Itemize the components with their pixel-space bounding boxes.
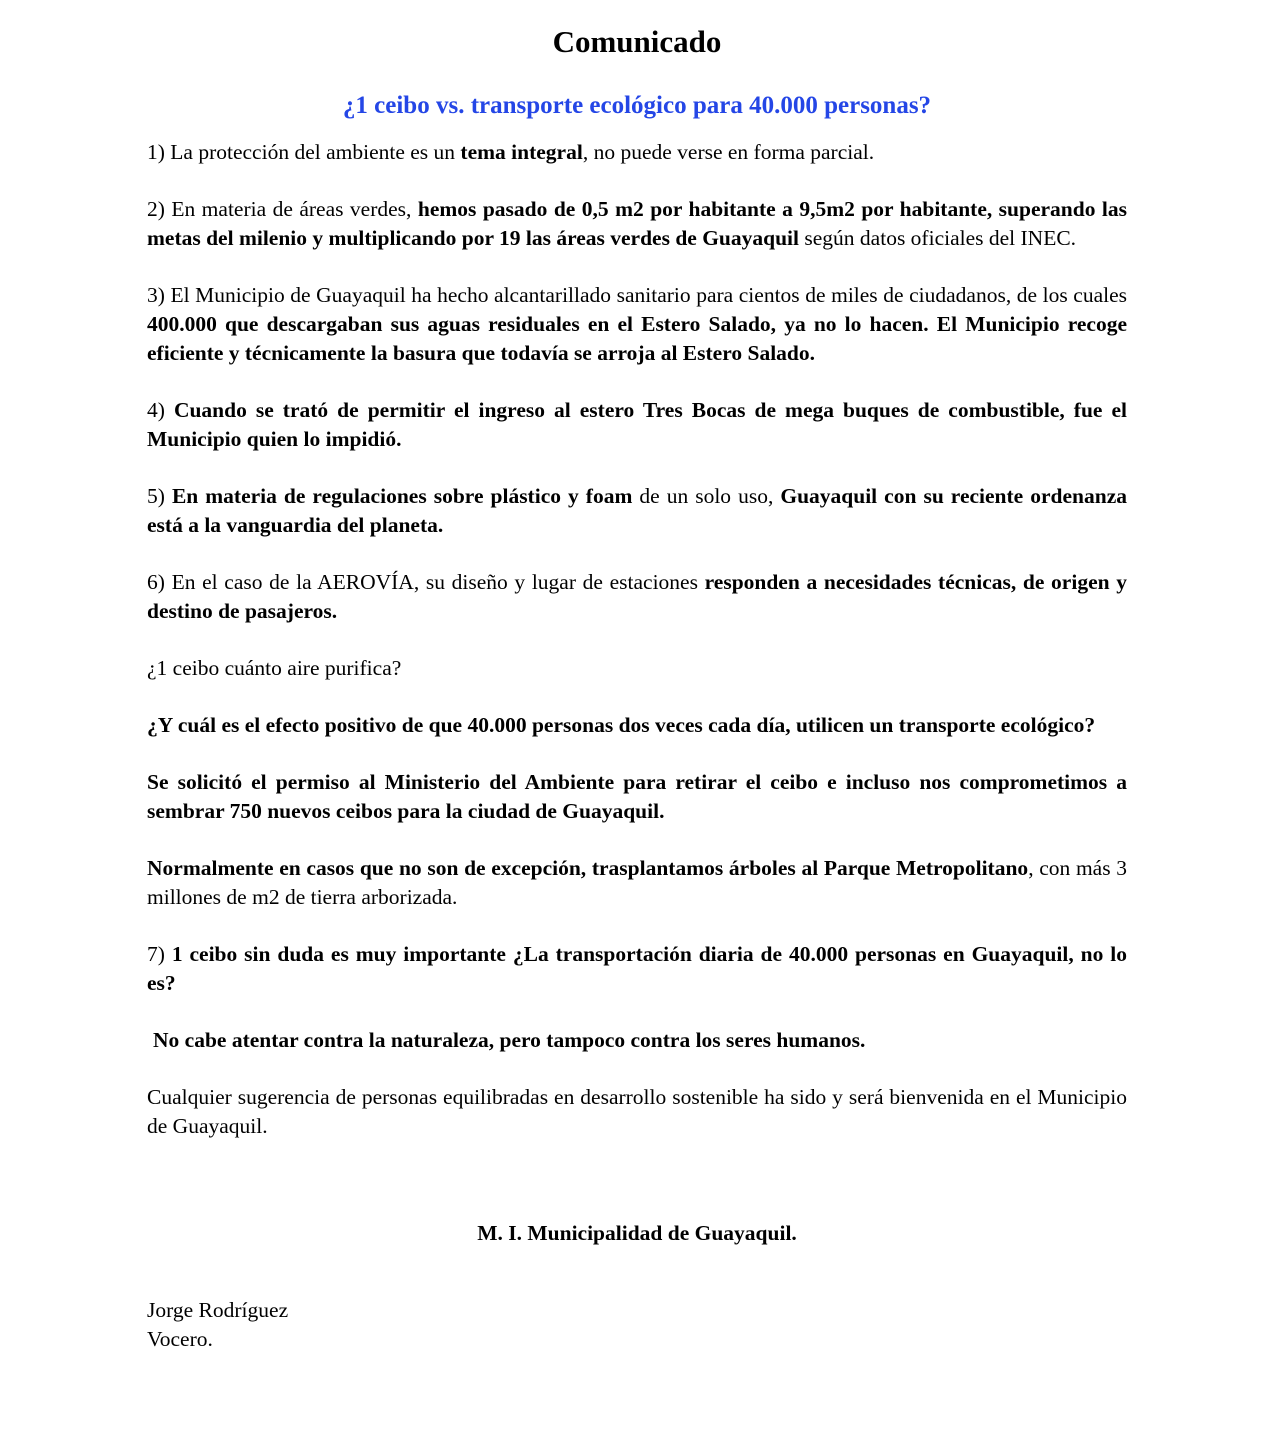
paragraph-normalmente-text: , con más 3 millones de m2 de tierra arborizada. (147, 856, 1127, 909)
paragraph-3-text-a: 3) El Municipio de Guayaquil ha hecho alcantarillado sanitario para cientos de miles de ciudadanos, de los cuales (147, 283, 1127, 307)
paragraph-6-bold: responden a necesidades técnicas, de origen y destino de pasajeros. (147, 570, 1127, 623)
paragraph-2-text-c: según datos oficiales del INEC. (799, 226, 1077, 250)
question-efecto-bold: ¿Y cuál es el efecto positivo de que 40.000 personas dos veces cada día, utilicen un transporte ecológico? (147, 713, 1096, 737)
page-subtitle: ¿1 ceibo vs. transporte ecológico para 40.000 personas? (342, 92, 932, 119)
paragraph-6-text-a: 6) En el caso de la AEROVÍA, su diseño y lugar de estaciones (147, 570, 705, 594)
paragraph-7-text-a: 7) (147, 942, 172, 966)
paragraph-4 (147, 396, 1127, 454)
paragraph-1-text-c: , no puede verse en forma parcial. (582, 140, 875, 164)
paragraph-6 (147, 568, 1127, 626)
paragraph-3 (147, 281, 1127, 368)
signer-name: Jorge Rodríguez (147, 1298, 289, 1322)
paragraph-7-bold: 1 ceibo sin duda es muy importante ¿La transportación diaria de 40.000 personas en Guayaquil, no lo es? (147, 942, 1127, 995)
paragraph-3-bold: 400.000 que descargaban sus aguas residuales en el Estero Salado, ya no lo hacen. El Municipio recoge eficiente y técnicamente la basura que todavía se arroja al Estero Salado. (147, 312, 1127, 365)
paragraph-naturaleza (147, 1026, 1127, 1055)
paragraph-5-text-c: de un solo uso, (632, 484, 781, 508)
signer-role: Vocero. (147, 1327, 213, 1351)
paragraph-2-text-a: 2) En materia de áreas verdes, (147, 197, 418, 221)
paragraph-normalmente (147, 854, 1127, 912)
paragraph-5-bold-b: En materia de regulaciones sobre plástico y foam (171, 484, 633, 508)
page-title: Comunicado (552, 24, 722, 59)
paragraph-sugerencia: Cualquier sugerencia de personas equilibradas en desarrollo sostenible ha sido y será bienvenida en el Municipio de Guayaquil. (147, 1085, 1127, 1138)
paragraph-5 (147, 482, 1127, 540)
signoff-institution: M. I. Municipalidad de Guayaquil. (477, 1221, 797, 1245)
paragraph-permiso-bold: Se solicitó el permiso al Ministerio del Ambiente para retirar el ceibo e incluso nos comprometimos a sembrar 750 nuevos ceibos para la ciudad de Guayaquil. (147, 770, 1127, 823)
paragraph-1-bold: tema integral (460, 140, 583, 164)
paragraph-5-text-a: 5) (147, 484, 172, 508)
paragraph-5-bold-d: Guayaquil con su reciente ordenanza está a la vanguardia del planeta. (147, 484, 1127, 537)
paragraph-7 (147, 940, 1127, 998)
paragraph-1-text-a: 1) La protección del ambiente es un (147, 140, 461, 164)
paragraph-permiso (147, 768, 1127, 826)
paragraph-2-bold: hemos pasado de 0,5 m2 por habitante a 9,5m2 por habitante, superando las metas del milenio y multiplicando por 19 las áreas verdes de Guayaquil (147, 197, 1128, 250)
paragraph-2 (147, 195, 1127, 253)
document-page (147, 22, 1127, 1354)
paragraph-4-text-a: 4) (147, 398, 174, 422)
paragraph-1 (147, 138, 1127, 167)
paragraph-normalmente-bold: Normalmente en casos que no son de excepción, trasplantamos árboles al Parque Metropolitano (147, 856, 1029, 880)
question-efecto (147, 711, 1127, 740)
paragraph-4-bold: Cuando se trató de permitir el ingreso al estero Tres Bocas de mega buques de combustible, fue el Municipio quien lo impidió. (147, 398, 1127, 451)
question-ceibo: ¿1 ceibo cuánto aire purifica? (147, 656, 402, 680)
paragraph-naturaleza-bold: No cabe atentar contra la naturaleza, pero tampoco contra los seres humanos. (153, 1028, 866, 1052)
